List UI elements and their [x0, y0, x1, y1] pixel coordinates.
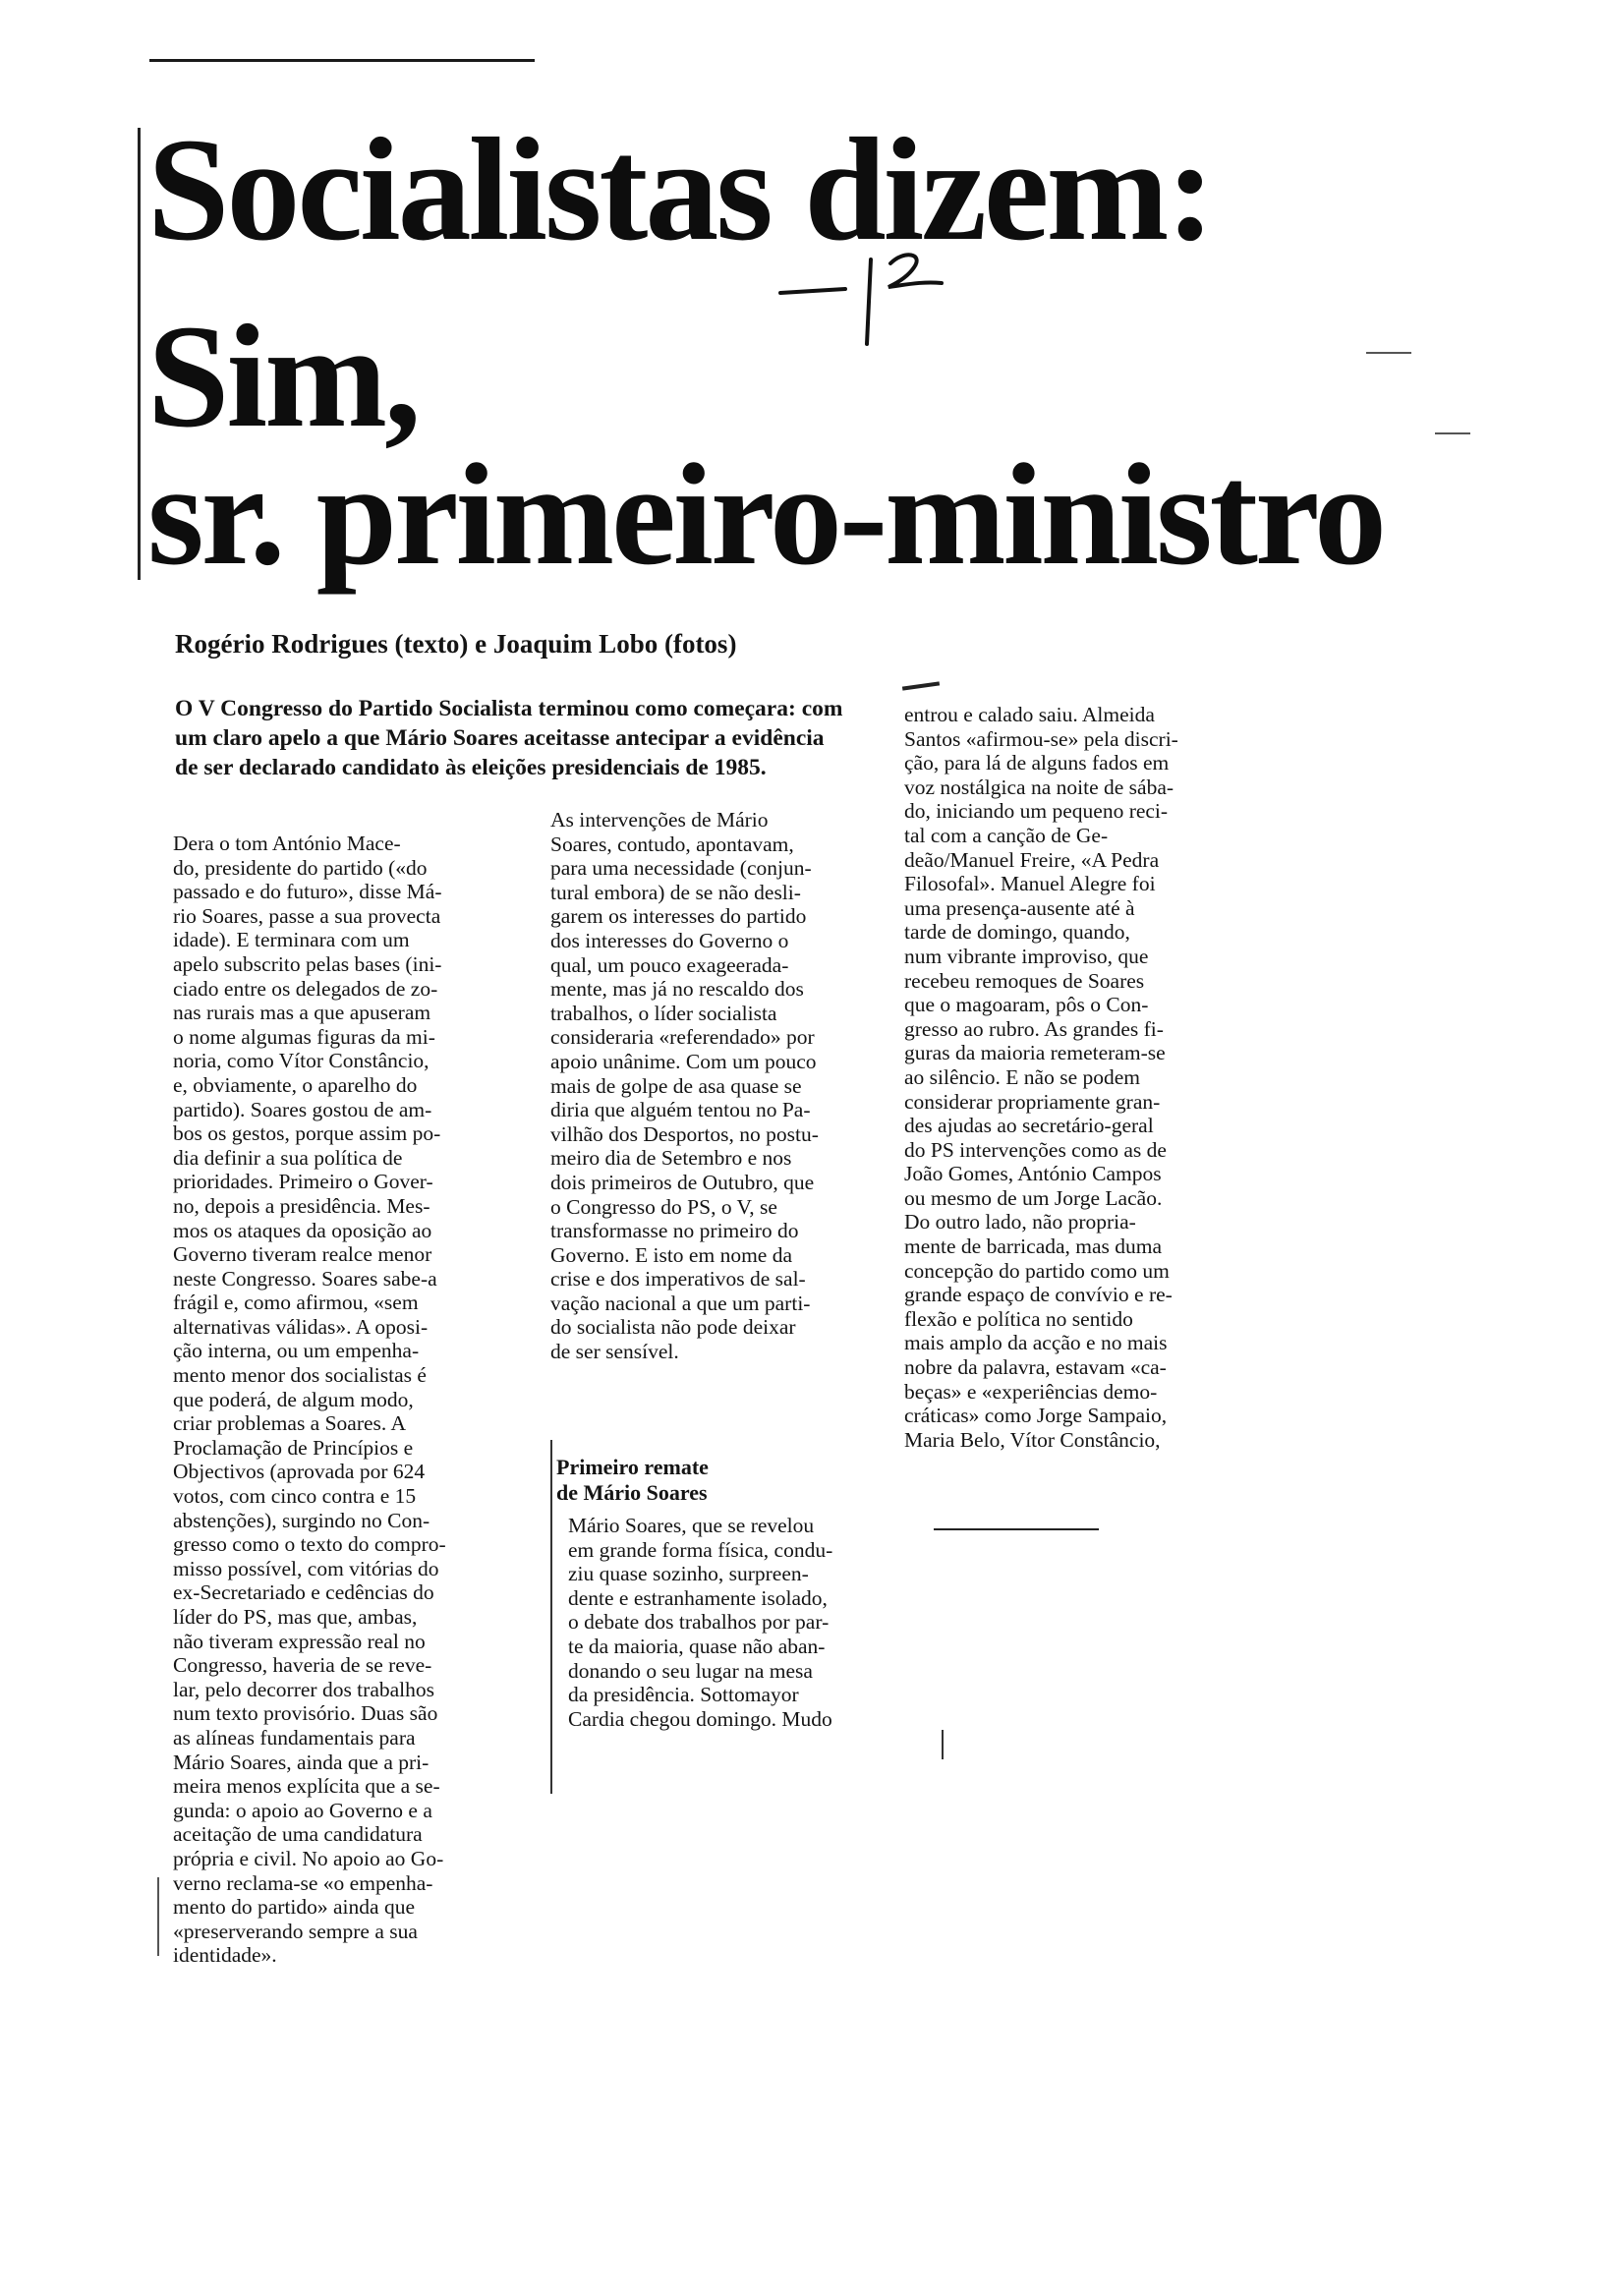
- text-line: meiro dia de Setembro e nos: [550, 1146, 792, 1171]
- text-line: ciado entre os delegados de zo-: [173, 976, 438, 1001]
- text-line: dos interesses do Governo o: [550, 928, 789, 952]
- text-line: noria, como Vítor Constâncio,: [173, 1049, 430, 1073]
- text-line: rio Soares, passe a sua provecta: [173, 903, 441, 928]
- text-line: o Congresso do PS, o V, se: [550, 1194, 777, 1219]
- text-line: Do outro lado, não propria-: [904, 1210, 1136, 1234]
- text-line: dente e estranhamente isolado,: [568, 1585, 828, 1610]
- subhead-line: de Mário Soares: [556, 1480, 708, 1505]
- text-line: verno reclama-se «o empenha-: [173, 1870, 433, 1895]
- text-line: votos, com cinco contra e 15: [173, 1484, 417, 1509]
- text-line: gunda: o apoio ao Governo e a: [173, 1798, 432, 1822]
- text-line: As intervenções de Mário: [550, 808, 769, 832]
- subhead-side-rule: [550, 1440, 552, 1794]
- text-line: qual, um pouco exageerada-: [550, 952, 789, 977]
- text-line: recebeu remoques de Soares: [904, 968, 1145, 993]
- top-rule: [149, 59, 535, 62]
- text-line: Mário Soares, que se revelou: [568, 1514, 815, 1537]
- column-2-continued: [568, 1514, 832, 1731]
- text-line: aceitação de uma candidatura: [173, 1822, 423, 1847]
- margin-mark: [157, 1877, 159, 1956]
- text-line: criar problemas a Soares. A: [173, 1411, 407, 1436]
- text-line: gresso como o texto do compro-: [173, 1532, 446, 1557]
- text-line: do PS intervenções como as de: [904, 1137, 1167, 1162]
- text-line: abstenções), surgindo no Con-: [173, 1508, 430, 1532]
- text-line: consideraria «referendado» por: [550, 1025, 815, 1050]
- text-line: identidade».: [173, 1943, 277, 1968]
- text-line: te da maioria, quase não aban-: [568, 1634, 826, 1658]
- text-line: ex-Secretariado e cedências do: [173, 1580, 434, 1605]
- text-line: donando o seu lugar na mesa: [568, 1658, 813, 1683]
- text-line: Mário Soares, ainda que a pri-: [173, 1750, 430, 1774]
- text-line: tal com a canção de Ge-: [904, 823, 1109, 847]
- text-line: própria e civil. No apoio ao Go-: [173, 1846, 444, 1870]
- byline: Rogério Rodrigues (texto) e Joaquim Lobo (fotos): [175, 629, 737, 659]
- text-line: Santos «afirmou-se» pela discri-: [904, 726, 1178, 751]
- headline-line-1: Socialistas dizem:: [147, 108, 1213, 271]
- text-line: cráticas» como Jorge Sampaio,: [904, 1404, 1168, 1428]
- text-line: «preserverando sempre a sua: [173, 1919, 418, 1943]
- text-line: uma presença-ausente até à: [904, 895, 1135, 920]
- column-3: [904, 703, 1178, 1452]
- text-line: flexão e política no sentido: [904, 1306, 1133, 1331]
- text-line: ção, para lá de alguns fados em: [904, 751, 1170, 775]
- text-line: partido). Soares gostou de am-: [173, 1097, 432, 1121]
- text-line: lar, pelo decorrer dos trabalhos: [173, 1677, 434, 1701]
- text-line: do, iniciando um pequeno reci-: [904, 799, 1169, 824]
- column-marker: [902, 681, 940, 690]
- text-line: vilhão dos Desportos, no postu-: [550, 1121, 819, 1146]
- text-line: Proclamação de Princípios e: [173, 1435, 414, 1460]
- text-line: Governo tiveram realce menor: [173, 1242, 432, 1267]
- text-line: grande espaço de convívio e re-: [904, 1283, 1173, 1307]
- text-line: Filosofal». Manuel Alegre foi: [904, 872, 1156, 896]
- text-line: do socialista não pode deixar: [550, 1315, 796, 1340]
- headline-line-2: Sim,: [147, 295, 419, 458]
- headline-margin-rule: [138, 128, 141, 580]
- text-line: num vibrante improviso, que: [904, 944, 1149, 968]
- text-line: Soares, contudo, apontavam,: [550, 832, 794, 856]
- text-line: misso possível, com vitórias do: [173, 1556, 439, 1580]
- text-line: em grande forma física, condu-: [568, 1537, 833, 1562]
- text-line: garem os interesses do partido: [550, 904, 807, 929]
- text-line: Governo. E isto em nome da: [550, 1242, 793, 1267]
- text-line: mais amplo da acção e no mais: [904, 1331, 1168, 1355]
- text-line: apoio unânime. Com um pouco: [550, 1049, 817, 1073]
- text-line: mente, mas já no rescaldo dos: [550, 977, 804, 1002]
- text-line: que o magoaram, pôs o Con-: [904, 993, 1149, 1017]
- column-1: [173, 832, 446, 1968]
- text-line: apelo subscrito pelas bases (ini-: [173, 951, 442, 976]
- text-line: considerar propriamente gran-: [904, 1089, 1161, 1114]
- print-speck: [1435, 432, 1470, 434]
- text-line: neste Congresso. Soares sabe-a: [173, 1266, 437, 1291]
- text-line: ziu quase sozinho, surpreen-: [568, 1562, 809, 1586]
- text-line: tural embora) de se não desli-: [550, 880, 801, 904]
- subhead: [556, 1455, 709, 1506]
- text-line: no, depois a presidência. Mes-: [173, 1193, 430, 1218]
- text-line: bos os gestos, porque assim po-: [173, 1121, 441, 1146]
- text-line: transformasse no primeiro do: [550, 1219, 799, 1243]
- text-line: ao silêncio. E não se podem: [904, 1064, 1141, 1089]
- text-line: mente de barricada, mas duma: [904, 1234, 1163, 1259]
- text-line: Dera o tom António Mace-: [173, 832, 401, 855]
- text-line: do, presidente do partido («do: [173, 855, 428, 880]
- subhead-line: Primeiro remate: [556, 1455, 709, 1479]
- text-line: tarde de domingo, quando,: [904, 920, 1130, 945]
- text-line: Objectivos (aprovada por 624: [173, 1460, 426, 1484]
- text-line: Cardia chegou domingo. Mudo: [568, 1706, 832, 1731]
- text-line: prioridades. Primeiro o Gover-: [173, 1170, 433, 1194]
- text-line: dois primeiros de Outubro, que: [550, 1170, 815, 1194]
- text-line: ou mesmo de um Jorge Lacão.: [904, 1185, 1163, 1210]
- text-line: o nome algumas figuras da mi-: [173, 1024, 435, 1049]
- text-line: meira menos explícita que a se-: [173, 1774, 440, 1799]
- text-line: nas rurais mas a que apuseram: [173, 1001, 431, 1025]
- text-line: Congresso, haveria de se reve-: [173, 1653, 432, 1678]
- lede: O V Congresso do Partido Socialista terminou como começara: com um claro apelo a que Mário Soares aceitasse antecipar a evidência de ser declarado candidato às eleições presidenciais de 1985.: [175, 696, 843, 780]
- column-2: [550, 808, 819, 1364]
- text-line: mento menor dos socialistas é: [173, 1363, 427, 1388]
- text-line: gresso ao rubro. As grandes fi-: [904, 1016, 1164, 1041]
- text-line: alternativas válidas». A oposi-: [173, 1314, 429, 1339]
- article-end-rule: [934, 1528, 1099, 1530]
- text-line: para uma necessidade (conjun-: [550, 856, 812, 881]
- text-line: concepção do partido como um: [904, 1258, 1170, 1283]
- text-line: dia definir a sua política de: [173, 1145, 403, 1170]
- text-line: deão/Manuel Freire, «A Pedra: [904, 847, 1160, 872]
- text-line: líder do PS, mas que, ambas,: [173, 1605, 418, 1629]
- text-line: voz nostálgica na noite de sába-: [904, 775, 1174, 799]
- text-line: ção interna, ou um empenha-: [173, 1339, 420, 1363]
- text-line: de ser sensível.: [550, 1340, 679, 1364]
- text-line: num texto provisório. Duas são: [173, 1701, 438, 1726]
- text-line: João Gomes, António Campos: [904, 1162, 1162, 1186]
- text-line: nobre da palavra, estavam «ca-: [904, 1355, 1167, 1380]
- text-line: entrou e calado saiu. Almeida: [904, 703, 1155, 726]
- headline-line-3: sr. primeiro-ministro: [147, 434, 1384, 596]
- text-line: da presidência. Sottomayor: [568, 1683, 799, 1707]
- text-line: o debate dos trabalhos por par-: [568, 1610, 830, 1635]
- handwritten-annotation: [776, 246, 963, 354]
- text-line: trabalhos, o líder socialista: [550, 1001, 777, 1025]
- text-line: diria que alguém tentou no Pa-: [550, 1098, 811, 1122]
- margin-mark: [942, 1730, 944, 1759]
- text-line: crise e dos imperativos de sal-: [550, 1267, 806, 1292]
- text-line: mais de golpe de asa quase se: [550, 1073, 802, 1098]
- text-line: des ajudas ao secretário-geral: [904, 1114, 1154, 1138]
- print-speck: [1366, 352, 1411, 354]
- text-line: Maria Belo, Vítor Constâncio,: [904, 1427, 1161, 1452]
- text-line: mento do partido» ainda que: [173, 1895, 415, 1920]
- text-line: passado e do futuro», disse Má-: [173, 880, 442, 904]
- text-line: guras da maioria remeteram-se: [904, 1041, 1166, 1065]
- text-line: vação nacional a que um parti-: [550, 1291, 811, 1315]
- text-line: que poderá, de algum modo,: [173, 1387, 414, 1411]
- text-line: beças» e «experiências demo-: [904, 1379, 1158, 1404]
- text-line: e, obviamente, o aparelho do: [173, 1072, 418, 1097]
- text-line: as alíneas fundamentais para: [173, 1725, 416, 1750]
- text-line: frágil e, como afirmou, «sem: [173, 1291, 419, 1315]
- text-line: idade). E terminara com um: [173, 928, 410, 952]
- text-line: mos os ataques da oposição ao: [173, 1218, 432, 1242]
- text-line: não tiveram expressão real no: [173, 1629, 426, 1653]
